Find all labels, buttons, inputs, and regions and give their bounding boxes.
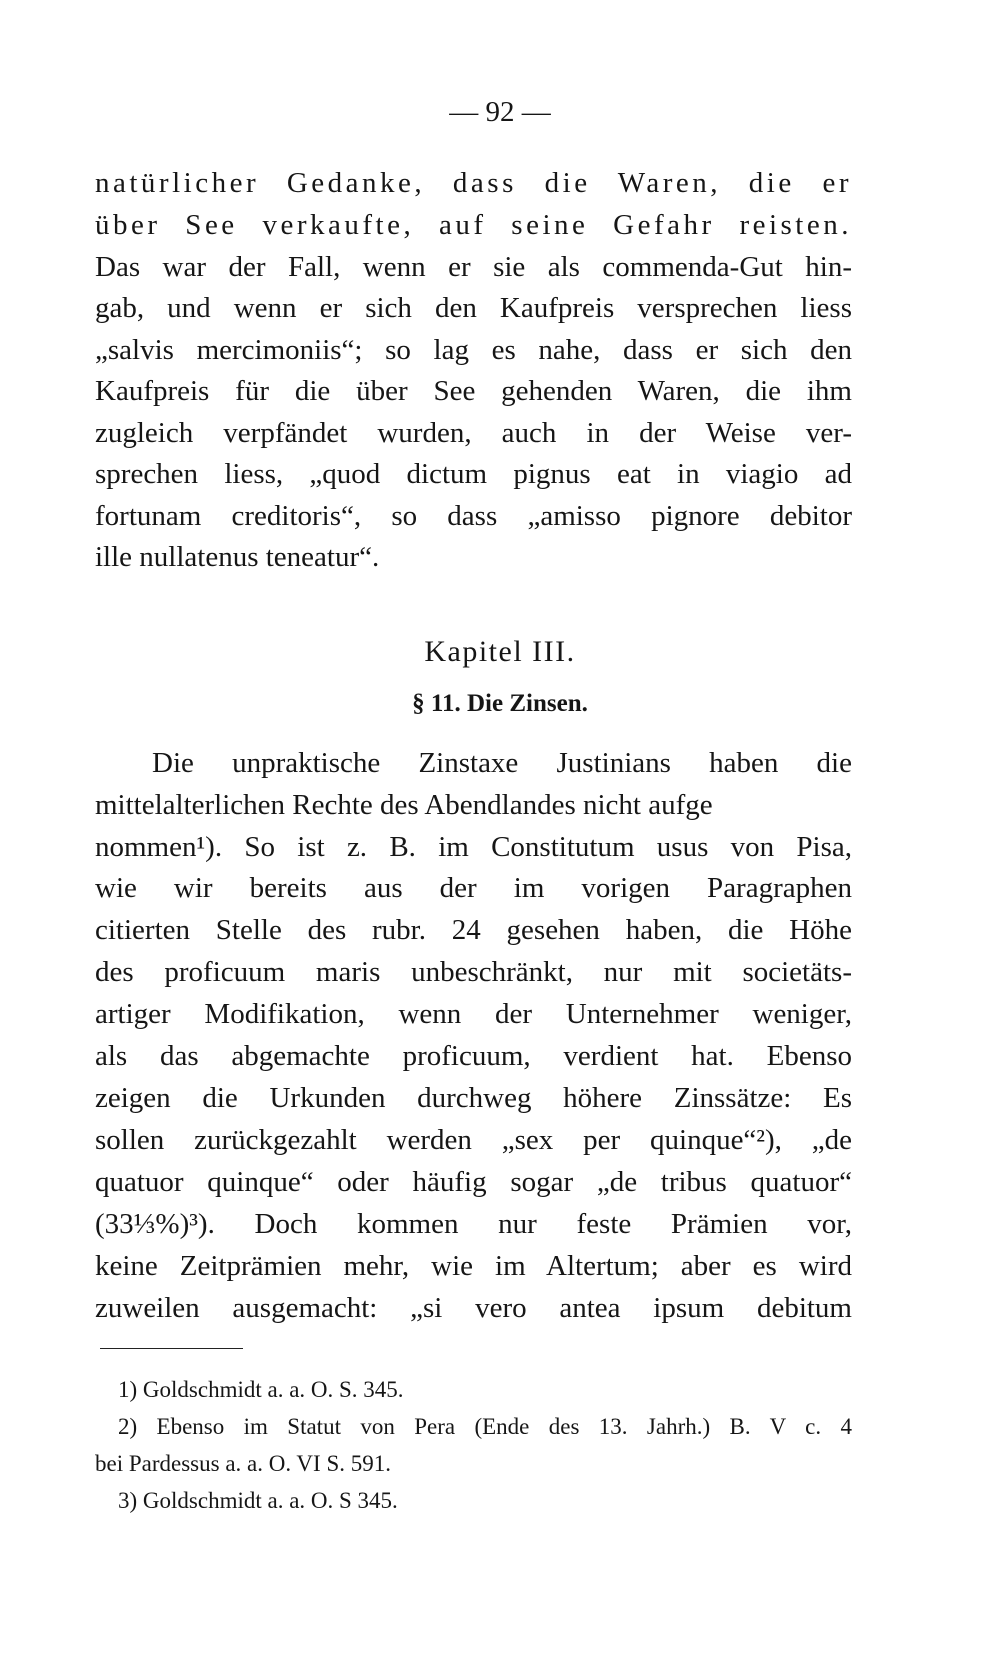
footnote: bei Pardessus a. a. O. VI S. 591.	[95, 1451, 391, 1476]
section-line: Die unpraktische Zinstaxe Justinians haben die	[152, 747, 852, 779]
section-line: des proficuum maris unbeschränkt, nur mit societäts-	[95, 956, 852, 988]
body-line: Kaufpreis für die über See gehenden Waren, die ihm	[95, 375, 852, 407]
body-line: fortunam creditoris“, so dass „amisso pignore debitor	[95, 500, 852, 532]
footnote: 2) Ebenso im Statut von Pera (Ende des 13. Jahrh.) B. V c. 4	[118, 1414, 852, 1439]
section-line: zeigen die Urkunden durchweg höhere Zinssätze: Es	[95, 1082, 852, 1114]
section-title: § 11. Die Zinsen.	[412, 690, 588, 717]
section-line: zuweilen ausgemacht: „si vero antea ipsum debitum	[95, 1292, 852, 1324]
section-line: als das abgemachte proficuum, verdient hat. Ebenso	[95, 1040, 852, 1072]
footnote: 1) Goldschmidt a. a. O. S. 345.	[118, 1377, 404, 1402]
section-line: nommen¹). So ist z. B. im Constitutum usus von Pisa,	[95, 831, 852, 863]
section-line: artiger Modifikation, wenn der Unternehmer weniger,	[95, 998, 852, 1030]
body-line: natürlicher Gedanke, dass die Waren, die er	[95, 167, 852, 199]
body-line: ille nullatenus teneatur“.	[95, 541, 380, 573]
section-line: (33⅓%)³). Doch kommen nur feste Prämien vor,	[95, 1208, 852, 1240]
body-line: sprechen liess, „quod dictum pignus eat in viagio ad	[95, 458, 852, 490]
body-line: „salvis mercimoniis“; so lag es nahe, dass er sich den	[95, 334, 852, 366]
body-line: Das war der Fall, wenn er sie als commenda-Gut hin-	[95, 251, 852, 283]
section-line: keine Zeitprämien mehr, wie im Altertum; aber es wird	[95, 1250, 852, 1282]
section-line: quatuor quinque“ oder häufig sogar „de tribus quatuor“	[95, 1166, 852, 1198]
chapter-title: Kapitel III.	[424, 635, 576, 668]
body-line: zugleich verpfändet wurden, auch in der Weise ver-	[95, 417, 852, 449]
body-line: über See verkaufte, auf seine Gefahr reisten.	[95, 209, 852, 241]
page-number: — 92 —	[449, 96, 551, 128]
footnote: 3) Goldschmidt a. a. O. S 345.	[118, 1488, 398, 1513]
section-line: mittelalterlichen Rechte des Abendlandes nicht aufge	[95, 789, 713, 821]
section-line: citierten Stelle des rubr. 24 gesehen haben, die Höhe	[95, 914, 852, 946]
section-line: wie wir bereits aus der im vorigen Paragraphen	[95, 872, 852, 904]
body-line: gab, und wenn er sich den Kaufpreis versprechen liess	[95, 292, 852, 324]
section-line: sollen zurückgezahlt werden „sex per quinque“²), „de	[95, 1124, 852, 1156]
footnote-rule	[100, 1348, 243, 1349]
